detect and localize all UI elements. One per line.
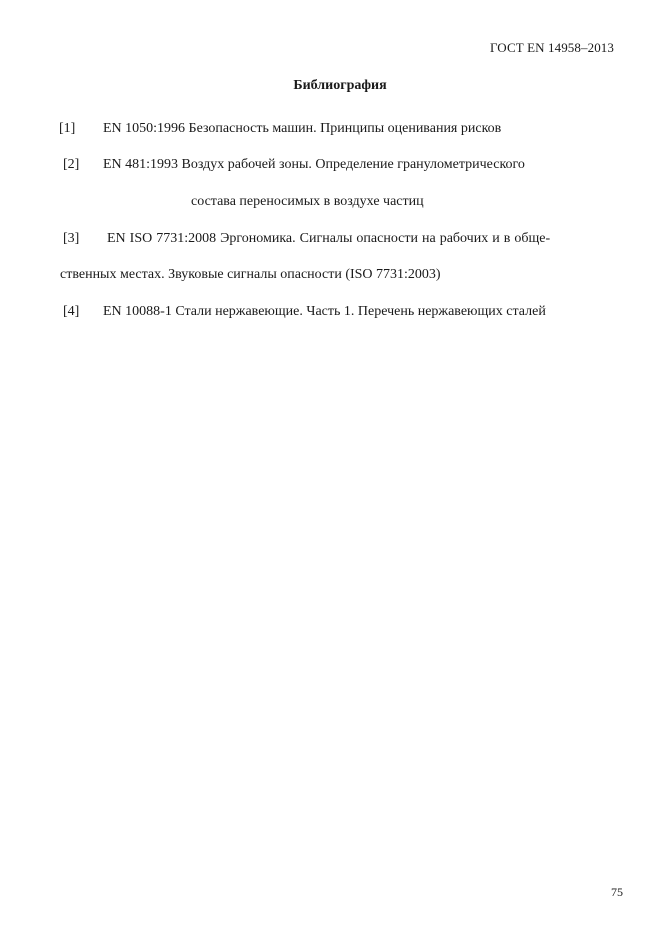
page-number: 75 <box>611 885 623 899</box>
entry-1-text: EN 1050:1996 Безопасность машин. Принципы оценивания рисков <box>103 121 502 136</box>
entry-2-continuation: состава переносимых в воздухе частиц <box>191 194 424 209</box>
entry-2-text: EN 481:1993 Воздух рабочей зоны. Определение гранулометрического <box>103 157 525 172</box>
entry-3-continuation: ственных местах. Звуковые сигналы опасности (ISO 7731:2003) <box>60 267 441 282</box>
entry-3-text: EN ISO 7731:2008 Эргономика. Сигналы опасности на рабочих и в обще- <box>107 231 551 246</box>
entry-1-number: [1] <box>59 121 76 136</box>
bibliography-title: Библиография <box>293 78 387 93</box>
document-code: ГОСТ EN 14958–2013 <box>490 40 614 55</box>
entry-2-number: [2] <box>63 157 80 172</box>
entry-4-number: [4] <box>63 304 80 319</box>
entry-3-number: [3] <box>63 231 80 246</box>
entry-4-text: EN 10088-1 Стали нержавеющие. Часть 1. Перечень нержавеющих сталей <box>103 304 546 319</box>
